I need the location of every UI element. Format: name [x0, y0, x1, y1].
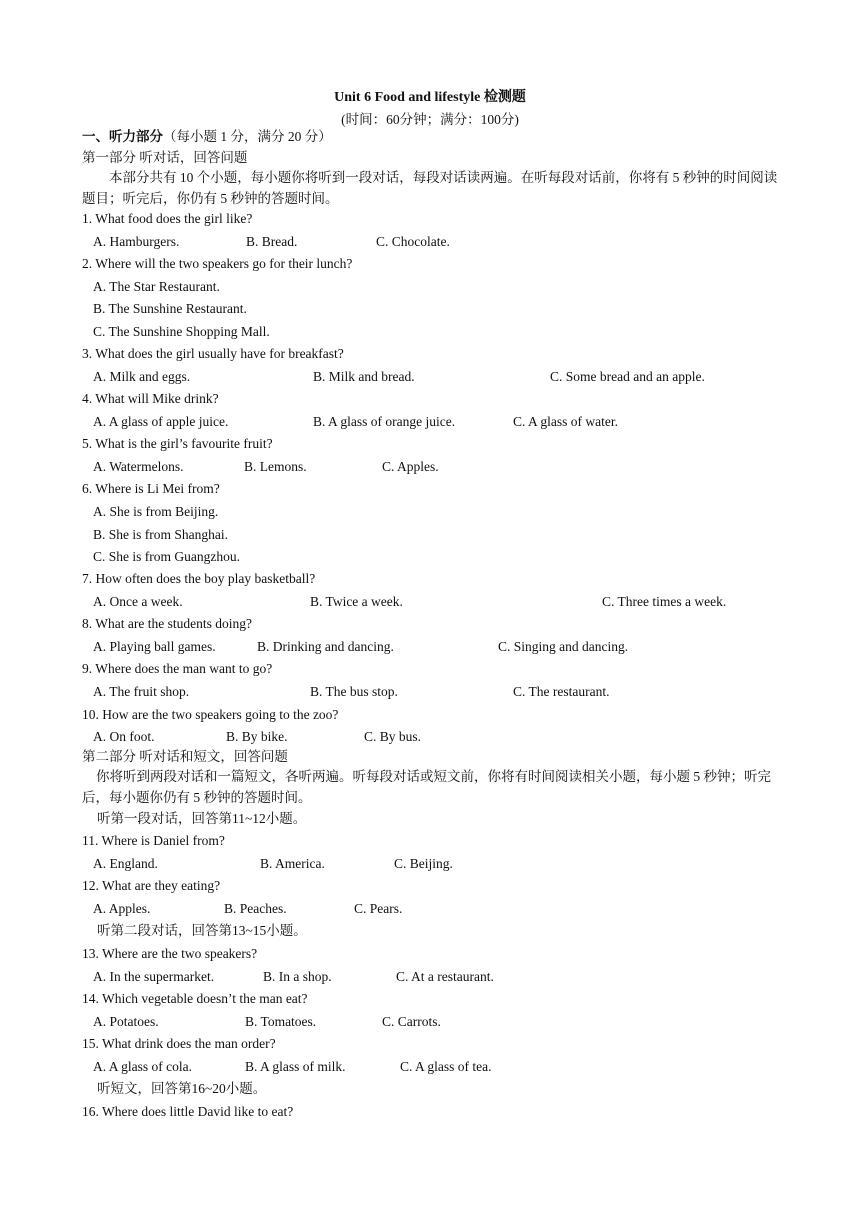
question-1: 1. What food does the girl like? [82, 211, 253, 226]
option-14c: C. Carrots. [382, 1014, 441, 1029]
section-heading [82, 128, 332, 146]
option-10c: C. By bus. [364, 729, 422, 744]
question-9: 9. Where does the man want to go? [82, 661, 273, 676]
option-15b: B. A glass of milk. [245, 1059, 346, 1074]
option-12c: C. Pears. [354, 901, 403, 916]
section-heading-rest: （每小题 1 分，满分 20 分） [163, 129, 332, 144]
option-7a: A. Once a week. [93, 594, 183, 609]
option-13c: C. At a restaurant. [396, 969, 494, 984]
question-4: 4. What will Mike drink? [82, 391, 219, 406]
option-10b: B. By bike. [226, 729, 288, 744]
option-12b: B. Peaches. [224, 901, 287, 916]
option-7b: B. Twice a week. [310, 594, 403, 609]
option-13b: B. In a shop. [263, 969, 332, 984]
section-heading-bold: 一、听力部分 [82, 129, 163, 144]
option-2c: C. The Sunshine Shopping Mall. [93, 324, 270, 339]
option-6b: B. She is from Shanghai. [93, 527, 228, 542]
option-3c: C. Some bread and an apple. [550, 369, 705, 384]
question-15: 15. What drink does the man order? [82, 1036, 276, 1051]
question-12: 12. What are they eating? [82, 878, 221, 893]
option-11b: B. America. [260, 856, 325, 871]
part1-instructions: 本部分共有 10 个小题，每小题你将听到一段对话，每段对话读两遍。在听每段对话前，你将有 5 秒钟的时间阅读题目；听完后，你仍有 5 秒钟的答题时间。 [82, 170, 778, 206]
option-4c: C. A glass of water. [513, 414, 618, 429]
option-9b: B. The bus stop. [310, 684, 398, 699]
option-15c: C. A glass of tea. [400, 1059, 492, 1074]
page-title: Unit 6 Food and lifestyle 检测题 [334, 90, 526, 105]
dialogue2-note: 听第二段对话，回答第13~15小题。 [97, 923, 307, 938]
option-3b: B. Milk and bread. [313, 369, 415, 384]
option-2a: A. The Star Restaurant. [93, 279, 220, 294]
page-subtitle: (时间：60分钟；满分：100分) [341, 112, 519, 127]
option-9c: C. The restaurant. [513, 684, 610, 699]
option-13a: A. In the supermarket. [93, 969, 215, 984]
option-9a: A. The fruit shop. [93, 684, 190, 699]
question-13: 13. Where are the two speakers? [82, 946, 258, 961]
question-7: 7. How often does the boy play basketball? [82, 571, 316, 586]
option-12a: A. Apples. [93, 901, 151, 916]
part1-title: 第一部分 听对话，回答问题 [82, 150, 248, 165]
question-11: 11. Where is Daniel from? [82, 833, 225, 848]
option-14a: A. Potatoes. [93, 1014, 159, 1029]
question-8: 8. What are the students doing? [82, 616, 252, 631]
option-5a: A. Watermelons. [93, 459, 184, 474]
option-1c: C. Chocolate. [376, 234, 450, 249]
option-8b: B. Drinking and dancing. [257, 639, 394, 654]
option-8c: C. Singing and dancing. [498, 639, 629, 654]
question-5: 5. What is the girl’s favourite fruit? [82, 436, 273, 451]
option-5c: C. Apples. [382, 459, 439, 474]
part2-title: 第二部分 听对话和短文，回答问题 [82, 749, 288, 764]
option-7c: C. Three times a week. [602, 594, 727, 609]
question-16: 16. Where does little David like to eat? [82, 1104, 294, 1119]
option-6c: C. She is from Guangzhou. [93, 549, 240, 564]
dialogue1-note: 听第一段对话，回答第11~12小题。 [97, 811, 307, 826]
option-11a: A. England. [93, 856, 158, 871]
passage-note: 听短文，回答第16~20小题。 [97, 1081, 267, 1096]
question-3: 3. What does the girl usually have for breakfast? [82, 346, 344, 361]
question-2: 2. Where will the two speakers go for their lunch? [82, 256, 353, 271]
option-5b: B. Lemons. [244, 459, 307, 474]
option-8a: A. Playing ball games. [93, 639, 216, 654]
option-11c: C. Beijing. [394, 856, 453, 871]
option-6a: A. She is from Beijing. [93, 504, 219, 519]
option-10a: A. On foot. [93, 729, 155, 744]
question-6: 6. Where is Li Mei from? [82, 481, 220, 496]
option-3a: A. Milk and eggs. [93, 369, 191, 384]
option-15a: A. A glass of cola. [93, 1059, 192, 1074]
question-10: 10. How are the two speakers going to the zoo? [82, 707, 339, 722]
option-4b: B. A glass of orange juice. [313, 414, 456, 429]
option-1b: B. Bread. [246, 234, 298, 249]
option-4a: A. A glass of apple juice. [93, 414, 229, 429]
question-14: 14. Which vegetable doesn’t the man eat? [82, 991, 308, 1006]
part2-instructions: 你将听到两段对话和一篇短文，各听两遍。听每段对话或短文前，你将有时间阅读相关小题，每小题 5 秒钟；听完后，每小题你仍有 5 秒钟的答题时间。 [82, 769, 771, 805]
option-1a: A. Hamburgers. [93, 234, 180, 249]
option-2b: B. The Sunshine Restaurant. [93, 301, 247, 316]
option-14b: B. Tomatoes. [245, 1014, 317, 1029]
